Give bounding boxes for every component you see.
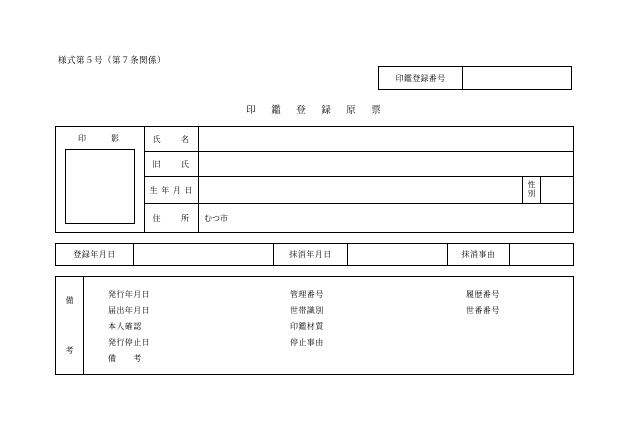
name-label: 氏 名 (145, 127, 199, 151)
register-date-value[interactable] (134, 244, 274, 265)
remarks-item: 本人確認 (108, 322, 142, 331)
sex-value[interactable] (540, 177, 573, 203)
name-value[interactable] (199, 127, 573, 151)
former-name-value[interactable] (199, 152, 573, 176)
registration-number-box (378, 66, 572, 90)
delete-reason-label: 抹消事由 (448, 244, 510, 265)
seal-impression-frame[interactable] (65, 149, 135, 224)
delete-date-label: 抹消年月日 (274, 244, 348, 265)
remarks-item: 届出年月日 (108, 306, 150, 315)
form-code-text: 様式第５号（第７条関係） (58, 55, 167, 65)
remarks-item: 世帯識別 (290, 306, 324, 315)
remarks-label-top: 備 (65, 296, 74, 305)
registration-number-label: 印鑑登録番号 (379, 67, 463, 89)
field-row-former-name (145, 152, 573, 177)
sex-label-line2: 別 (527, 189, 536, 198)
dates-table (55, 243, 574, 266)
birthdate-value[interactable] (199, 177, 522, 203)
address-value[interactable]: むつ市 (204, 213, 228, 223)
page-title: 印 鑑 登 録 原 票 (246, 106, 384, 116)
remarks-item: 印鑑材質 (290, 322, 324, 331)
person-fields (145, 127, 573, 232)
sex-label (522, 177, 540, 203)
register-date-label: 登録年月日 (56, 244, 134, 265)
remarks-item: 履歴番号 (466, 290, 500, 299)
remarks-item: 備 考 (108, 354, 142, 363)
remarks-body (84, 277, 573, 374)
field-row-address (145, 204, 573, 232)
registration-main-table (55, 126, 574, 233)
address-label: 住 所 (145, 204, 199, 232)
remarks-item: 発行停止日 (108, 338, 150, 347)
registration-number-value[interactable] (463, 67, 571, 89)
sex-label-line1: 性 (527, 180, 536, 190)
delete-date-value[interactable] (348, 244, 448, 265)
delete-reason-value[interactable] (510, 244, 573, 265)
remarks-label-bottom: 考 (65, 346, 74, 355)
remarks-item: 世番番号 (466, 306, 500, 315)
remarks-table (55, 276, 574, 375)
remarks-item: 発行年月日 (108, 290, 150, 299)
field-row-name (145, 127, 573, 152)
remarks-item: 管理番号 (290, 290, 324, 299)
seal-impression-cell (56, 127, 145, 232)
remarks-item: 停止事由 (290, 338, 324, 347)
former-name-label: 旧 氏 (145, 152, 199, 176)
seal-impression-label: 印 影 (78, 134, 122, 143)
birthdate-label: 生 年 月 日 (145, 177, 199, 203)
remarks-label (56, 277, 84, 374)
field-row-birthdate (145, 177, 573, 204)
